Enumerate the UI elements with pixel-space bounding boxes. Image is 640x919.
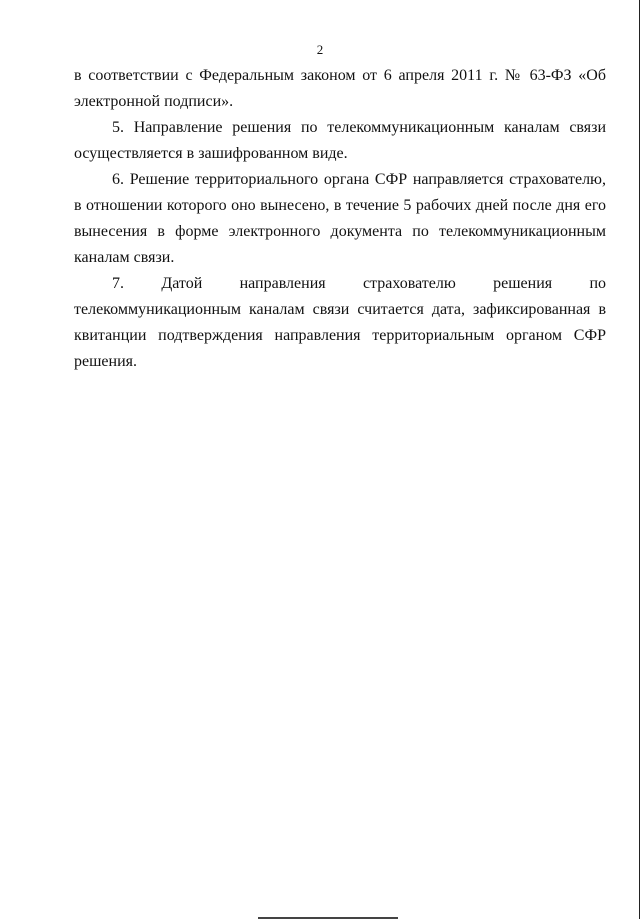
- paragraph-continuation: в соответствии с Федеральным законом от 6 апреля 2011 г. № 63-ФЗ «Об электронной подписи».: [74, 67, 606, 110]
- paragraph-item-5: 5. Направление решения по телекоммуникационным каналам связи осуществляется в зашифрованном виде.: [74, 119, 606, 162]
- paragraph-item-6: 6. Решение территориального органа СФР направляется страхователю, в отношении которого оно вынесено, в течение 5 рабочих дней после дня его вынесения в форме электронного документа по телекоммуникационным каналам связи.: [74, 171, 606, 266]
- paragraph-item-7: 7. Датой направления страхователю решения по телекоммуникационным каналам связи считается дата, зафиксированная в квитанции подтверждения направления территориальным органом СФР решения.: [74, 275, 606, 370]
- document-body: [74, 63, 606, 375]
- page-number: 2: [316, 42, 324, 57]
